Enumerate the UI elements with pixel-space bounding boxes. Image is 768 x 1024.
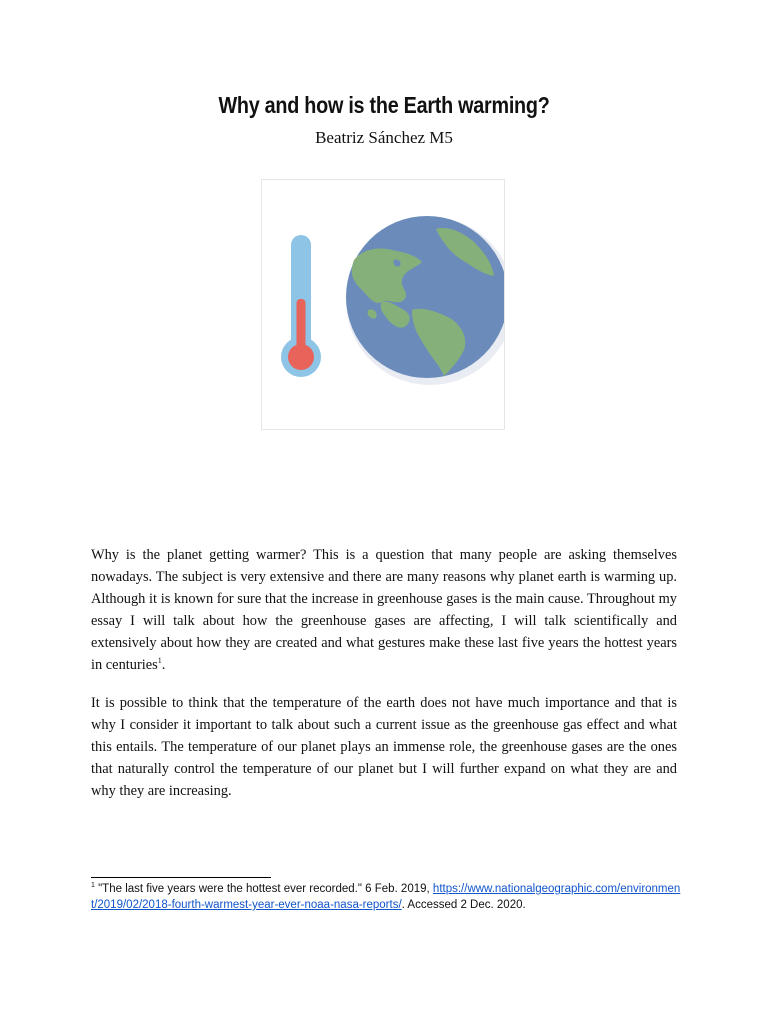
footnote [91,881,681,913]
footnote-reference[interactable]: 1 [157,656,162,666]
thermometer-icon [281,235,321,377]
footnote-number: 1 [91,882,95,890]
footnote-link[interactable]: https://www.nationalgeographic.com/environment/2019/02/2018-fourth-warmest-year-ever-noaa-nasa-reports/ [91,883,681,911]
footnote-divider [91,877,271,878]
body-paragraph-2: It is possible to think that the temperature of the earth does not have much importance and that is why I consider it important to talk about such a current issue as the greenhouse gas effect and what this entails. The temperature of our planet plays an immense role, the greenhouse gases are the ones that naturally control the temperature of our planet but I will further expand on what they are and why they are increasing. [91,695,677,799]
author-name: Beatriz Sánchez M5 [315,128,453,147]
earth-globe-icon [346,216,504,385]
body-paragraph-1: Why is the planet getting warmer? This is a question that many people are asking themselves nowadays. The subject is very extensive and there are many reasons why planet earth is warming up. Although it is known for sure that the increase in greenhouse gases is the main cause. Throughout my essay I will talk about how the greenhouse gases are affecting, I will talk scientifically and extensively about how they are created and what gestures make these last five years the hottest years in centuries$^1$. [91,547,677,673]
earth-warming-illustration [261,179,505,430]
footnote-accessed: . Accessed 2 Dec. 2020. [401,899,526,911]
footnote-citation: "The last five years were the hottest ever recorded." 6 Feb. 2019, [94,883,433,895]
document-title: Why and how is the Earth warming? [218,92,550,118]
